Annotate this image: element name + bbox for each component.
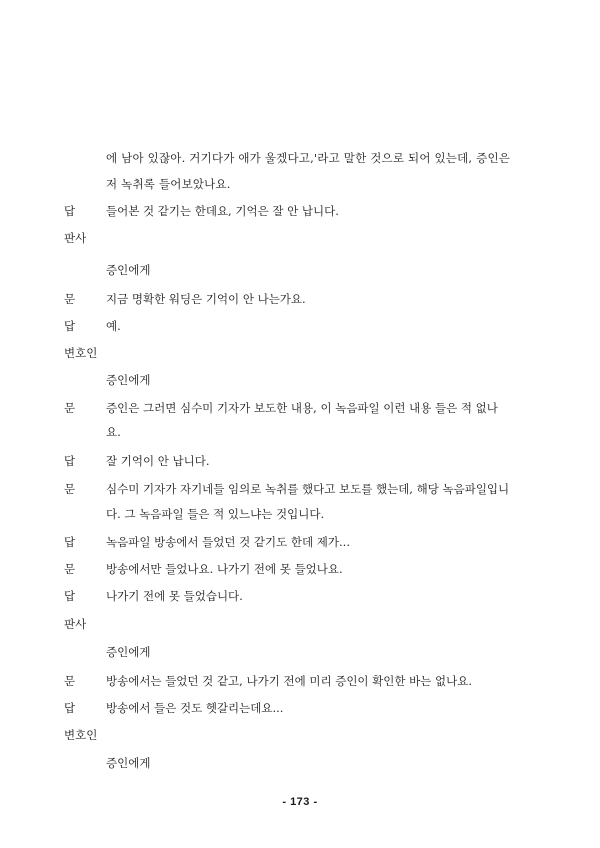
answer-text: 나가기 전에 못 들었습니다. xyxy=(106,589,243,603)
answer-text: 방송에서 들은 것도 헷갈리는데요... xyxy=(106,701,284,715)
question-text: 방송에서만 들었나요. 나가기 전에 못 들었나요. xyxy=(106,562,343,576)
speaker-lawyer: 변호인 xyxy=(64,728,98,742)
question-text: 다. 그 녹음파일 들은 적 있느냐는 것입니다. xyxy=(106,507,325,521)
addressee-witness: 증인에게 xyxy=(106,263,151,277)
question-label: 문 xyxy=(64,401,76,415)
question-text: 증인은 그러면 심수미 기자가 보도한 내용, 이 녹음파일 이런 내용 들은 적 없나 xyxy=(106,401,498,415)
answer-label: 답 xyxy=(64,454,76,468)
addressee-witness: 증인에게 xyxy=(106,756,151,770)
answer-label: 답 xyxy=(64,535,76,549)
answer-text: 잘 기억이 안 납니다. xyxy=(106,454,210,468)
question-text: 심수미 기자가 자기네들 임의로 녹취를 했다고 보도를 했는데, 해당 녹음파일입니 xyxy=(106,482,510,496)
addressee-witness: 증인에게 xyxy=(106,373,151,387)
addressee-witness: 증인에게 xyxy=(106,645,151,659)
question-label: 문 xyxy=(64,562,76,576)
question-label: 문 xyxy=(64,292,76,306)
speaker-judge: 판사 xyxy=(64,231,87,245)
answer-label: 답 xyxy=(64,204,76,218)
answer-label: 답 xyxy=(64,319,76,333)
page-number: - 173 - xyxy=(282,796,318,808)
transcript-line: 저 녹취록 들어보았나요. xyxy=(106,177,231,191)
speaker-judge: 판사 xyxy=(64,617,87,631)
question-label: 문 xyxy=(64,674,76,688)
question-label: 문 xyxy=(64,482,76,496)
transcript-line: 에 남아 있잖아. 거기다가 애가 울겠다고,'라고 말한 것으로 되어 있는데, 증인은 xyxy=(106,151,511,165)
question-text: 지금 명확한 워딩은 기억이 안 나는가요. xyxy=(106,292,306,306)
answer-label: 답 xyxy=(64,701,76,715)
answer-text: 녹음파일 방송에서 들었던 것 같기도 한데 제가... xyxy=(106,535,350,549)
question-text: 요. xyxy=(106,425,121,439)
speaker-lawyer: 변호인 xyxy=(64,346,98,360)
answer-label: 답 xyxy=(64,589,76,603)
answer-text: 들어본 것 같기는 한데요, 기억은 잘 안 납니다. xyxy=(106,204,339,218)
question-text: 방송에서는 들었던 것 같고, 나가기 전에 미리 증인이 확인한 바는 없나요. xyxy=(106,674,473,688)
answer-text: 예. xyxy=(106,319,121,333)
